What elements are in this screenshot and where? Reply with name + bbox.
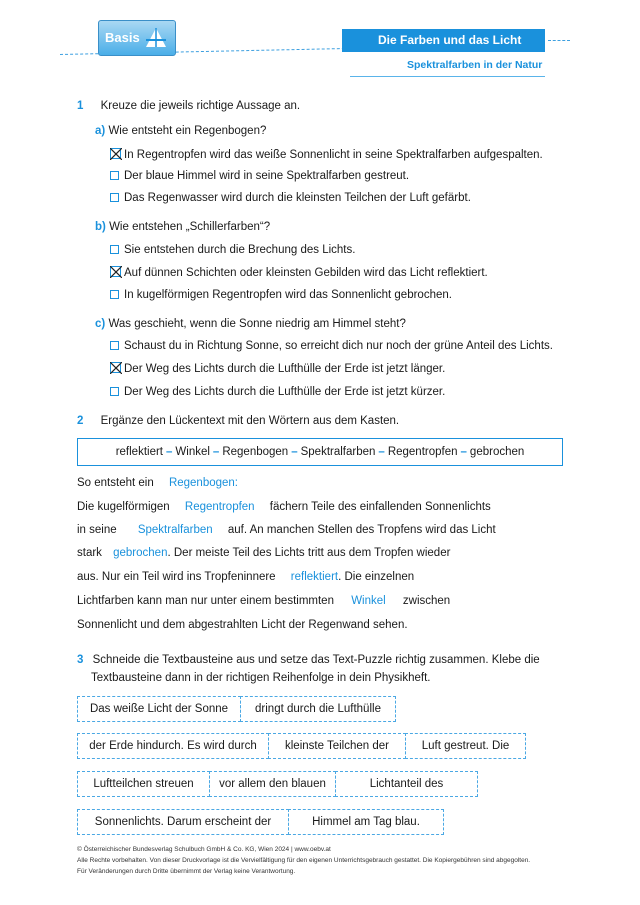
cloze-text: fächern Teile des einfallenden Sonnenlichts — [269, 501, 491, 513]
task-instruction: Kreuze die jeweils richtige Aussage an. — [100, 100, 301, 112]
option-b3[interactable] — [110, 289, 452, 301]
checkbox-icon[interactable] — [110, 171, 119, 180]
logo-text: Basis — [105, 30, 140, 45]
cloze-line-5 — [77, 571, 414, 583]
word-list — [78, 446, 562, 458]
cloze-text: . Die einzelnen — [338, 571, 415, 583]
word-separator: – — [212, 446, 220, 458]
question-b — [95, 221, 270, 233]
checked-checkbox-icon[interactable] — [110, 148, 122, 160]
word-separator: – — [378, 446, 385, 458]
task-2-heading — [77, 415, 399, 427]
cloze-text: . Der meiste Teil des Lichts tritt aus dem Tropfen wieder — [167, 547, 451, 559]
cloze-text: Die kugelförmigen — [77, 501, 170, 513]
puzzle-piece[interactable]: Das weiße Licht der Sonne — [77, 696, 241, 722]
puzzle-piece[interactable]: Lichtanteil des — [335, 771, 478, 797]
puzzle-piece[interactable]: vor allem den blauen — [209, 771, 336, 797]
cloze-line-1 — [77, 477, 238, 489]
task-instruction: Schneide die Textbausteine aus und setze das Text-Puzzle richtig zusammen. Klebe die — [92, 654, 540, 666]
task-number: 2 — [77, 415, 84, 427]
cloze-text: auf. An manchen Stellen des Tropfens wird das Licht — [227, 524, 496, 536]
cloze-answer: Regenbogen: — [168, 477, 238, 489]
cloze-text: zwischen — [402, 595, 451, 607]
question-c — [95, 318, 406, 330]
cloze-answer: reflektiert — [290, 571, 339, 583]
option-text: Der Weg des Lichts durch die Lufthülle der Erde ist jetzt länger. — [124, 363, 446, 375]
task-3-heading — [77, 654, 540, 666]
checkbox-icon[interactable] — [110, 290, 119, 299]
cloze-answer: Regentropfen — [184, 501, 255, 513]
cloze-text: in seine — [77, 524, 117, 536]
question-label: a) — [95, 125, 106, 137]
puzzle-piece[interactable]: Luft gestreut. Die — [405, 733, 526, 759]
cloze-answer: gebrochen — [113, 547, 168, 559]
word-box — [77, 438, 563, 466]
option-text: In kugelförmigen Regentropfen wird das Sonnenlicht gebrochen. — [124, 289, 452, 301]
cloze-line-2 — [77, 501, 491, 513]
subtitle-underline — [350, 76, 545, 77]
basis-logo — [98, 20, 176, 56]
question-a — [95, 125, 266, 137]
checkbox-icon[interactable] — [110, 387, 119, 396]
pyramid-icon — [145, 27, 167, 49]
task-number: 1 — [77, 100, 84, 112]
cloze-text: Lichtfarben kann man nur unter einem bestimmten — [77, 595, 334, 607]
cloze-line-4 — [77, 547, 450, 559]
word-separator: – — [460, 446, 467, 458]
cloze-text: stark — [77, 547, 102, 559]
page-subtitle: Spektralfarben in der Natur — [407, 59, 543, 71]
option-a1[interactable] — [110, 148, 543, 161]
task-instruction: Ergänze den Lückentext mit den Wörtern aus dem Kasten. — [100, 415, 400, 427]
footer-disclaimer: Für Veränderungen durch Dritte übernimmt der Verlag keine Verantwortung. — [77, 868, 296, 875]
question-label: b) — [95, 221, 106, 233]
option-b2[interactable] — [110, 266, 488, 279]
task-1-heading — [77, 100, 300, 112]
word: Regenbogen — [222, 446, 289, 458]
word: Spektralfarben — [300, 446, 376, 458]
option-text: Auf dünnen Schichten oder kleinsten Gebilden wird das Licht reflektiert. — [124, 267, 488, 279]
word: Regentropfen — [387, 446, 458, 458]
puzzle-piece[interactable]: der Erde hindurch. Es wird durch — [77, 733, 269, 759]
word-separator: – — [166, 446, 173, 458]
option-a2[interactable] — [110, 170, 409, 182]
checkbox-icon[interactable] — [110, 341, 119, 350]
word: gebrochen — [469, 446, 525, 458]
question-label: c) — [95, 318, 106, 330]
checked-checkbox-icon[interactable] — [110, 266, 122, 278]
option-text: Sie entstehen durch die Brechung des Lichts. — [124, 244, 356, 256]
word: Winkel — [175, 446, 210, 458]
question-text: Was geschieht, wenn die Sonne niedrig am Himmel steht? — [108, 318, 406, 330]
question-text: Wie entsteht ein Regenbogen? — [108, 125, 267, 137]
page-title: Die Farben und das Licht — [342, 29, 545, 52]
header-dashed-line-right — [548, 40, 570, 41]
word: reflektiert — [115, 446, 163, 458]
option-text: In Regentropfen wird das weiße Sonnenlicht in seine Spektralfarben aufgespalten. — [124, 149, 543, 161]
footer-rights: Alle Rechte vorbehalten. Von dieser Druckvorlage ist die Vervielfältigung für den eigenen Unterrichtsgebrauch gestattet. Die Kopiergebühren sind abgegolten. — [77, 857, 531, 864]
cloze-text: aus. Nur ein Teil wird ins Tropfeninnere — [77, 571, 276, 583]
option-c1[interactable] — [110, 340, 553, 352]
question-text: Wie entstehen „Schillerfarben“? — [109, 221, 271, 233]
option-text: Das Regenwasser wird durch die kleinsten Teilchen der Luft gefärbt. — [124, 192, 471, 204]
puzzle-piece[interactable]: dringt durch die Lufthülle — [240, 696, 396, 722]
option-a3[interactable] — [110, 192, 471, 204]
cloze-line-7 — [77, 619, 408, 631]
checkbox-icon[interactable] — [110, 193, 119, 202]
word-separator: – — [291, 446, 298, 458]
option-c3[interactable] — [110, 386, 445, 398]
option-c2[interactable] — [110, 362, 445, 375]
cloze-answer: Winkel — [351, 595, 386, 607]
checked-checkbox-icon[interactable] — [110, 362, 122, 374]
footer-copyright: © Österreichischer Bundesverlag Schulbuch GmbH & Co. KG, Wien 2024 | www.oebv.at — [77, 846, 331, 853]
cloze-line-6 — [77, 595, 450, 607]
puzzle-piece[interactable]: Sonnenlichts. Darum erscheint der — [77, 809, 289, 835]
puzzle-piece[interactable]: Luftteilchen streuen — [77, 771, 210, 797]
cloze-answer: Spektralfarben — [137, 524, 213, 536]
cloze-text: So entsteht ein — [77, 477, 154, 489]
checkbox-icon[interactable] — [110, 245, 119, 254]
option-text: Schaust du in Richtung Sonne, so erreicht dich nur noch der grüne Anteil des Lichts. — [124, 340, 553, 352]
cloze-text: Sonnenlicht und dem abgestrahlten Licht der Regenwand sehen. — [77, 619, 408, 631]
cloze-line-3 — [77, 524, 496, 536]
task-3-instruction-cont: Textbausteine dann in der richtigen Reihenfolge in dein Physikheft. — [91, 672, 431, 684]
puzzle-piece[interactable]: Himmel am Tag blau. — [288, 809, 444, 835]
option-text: Der blaue Himmel wird in seine Spektralfarben gestreut. — [124, 170, 410, 182]
task-number: 3 — [77, 654, 84, 666]
option-text: Der Weg des Lichts durch die Lufthülle der Erde ist jetzt kürzer. — [124, 386, 446, 398]
option-b1[interactable] — [110, 244, 355, 256]
puzzle-piece[interactable]: kleinste Teilchen der — [268, 733, 406, 759]
